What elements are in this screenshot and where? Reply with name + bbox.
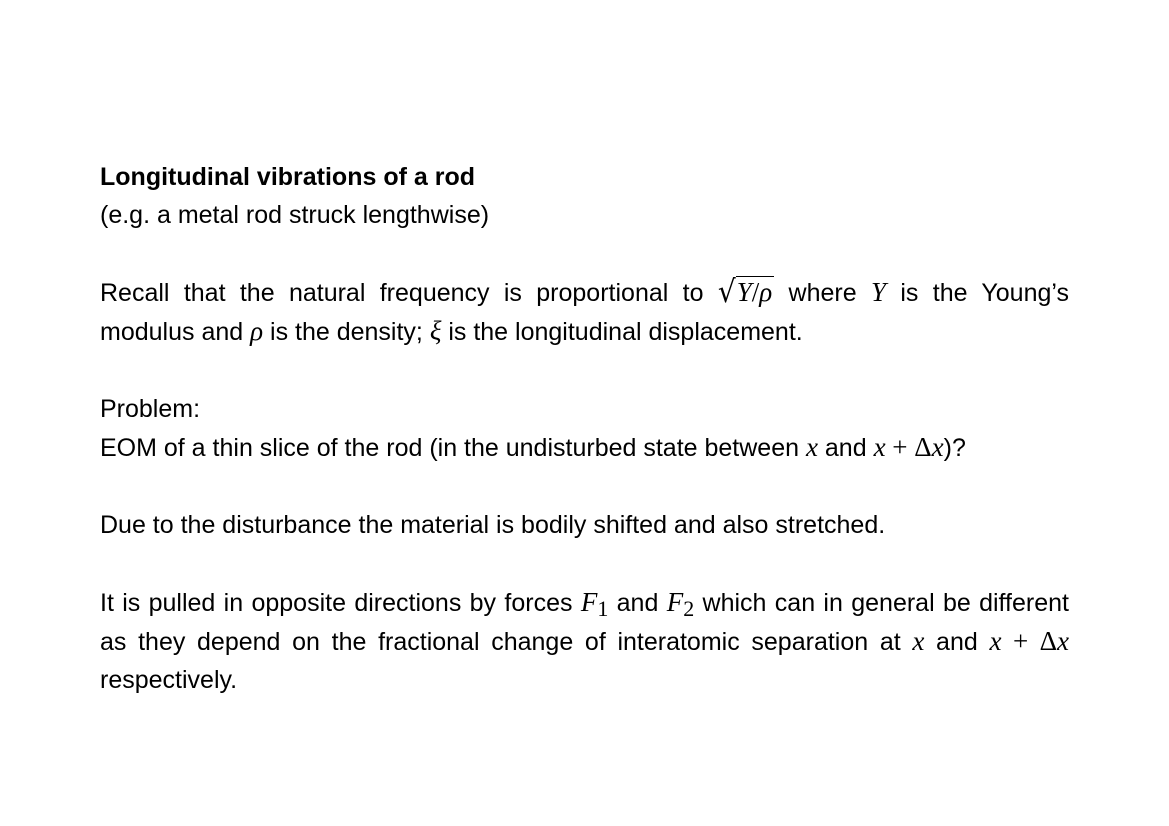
symbol-rho: ρ xyxy=(250,316,264,346)
problem-label: Problem: xyxy=(100,395,201,423)
recall-text-2: where xyxy=(774,279,871,307)
recall-text-4: is the density; xyxy=(263,318,430,346)
forces-text-1: It is pulled in opposite directions by forces xyxy=(100,589,581,617)
sqrt-radicand xyxy=(736,276,775,308)
symbol-x: x xyxy=(912,626,925,656)
recall-text-5: is the longitudinal displacement. xyxy=(441,318,803,346)
symbol-F: F xyxy=(666,587,684,617)
subscript-2: 2 xyxy=(683,596,695,621)
problem-statement xyxy=(100,428,1069,467)
spacer xyxy=(100,467,1069,506)
problem-text-2: and xyxy=(817,434,874,462)
forces-paragraph xyxy=(100,583,1069,699)
forces-text-2: and xyxy=(608,589,667,617)
forces-text-4: and xyxy=(924,628,990,656)
symbol-Y: Y xyxy=(736,277,752,307)
slide-content xyxy=(100,158,1069,699)
symbol-x: x xyxy=(873,432,886,462)
symbol-F: F xyxy=(580,587,598,617)
symbol-x: x xyxy=(1057,626,1070,656)
plus-delta: + Δ xyxy=(1001,626,1058,656)
recall-text-3: is the Young’s modulus and xyxy=(100,279,1070,346)
symbol-rho: ρ xyxy=(759,277,773,307)
sqrt-sign-icon: √ xyxy=(717,273,736,310)
problem-text-3: )? xyxy=(943,434,966,462)
slide-subtitle: (e.g. a metal rod struck lengthwise) xyxy=(100,201,490,229)
spacer xyxy=(100,234,1069,273)
subscript-1: 1 xyxy=(597,596,609,621)
spacer xyxy=(100,544,1069,583)
symbol-Y: Y xyxy=(870,277,887,307)
symbol-x: x xyxy=(931,432,944,462)
plus-delta: + Δ xyxy=(885,432,932,462)
symbol-x: x xyxy=(805,432,818,462)
slide-title: Longitudinal vibrations of a rod xyxy=(100,163,475,191)
symbol-xi: ξ xyxy=(429,316,442,346)
symbol-x: x xyxy=(989,626,1002,656)
forces-text-5: respectively. xyxy=(100,666,238,694)
disturbance-statement: Due to the disturbance the material is bodily shifted and also stretched. xyxy=(100,511,886,539)
forces-text-3: which can in general be different as they depend on the fractional change of interatomic separation at xyxy=(100,589,1069,656)
sqrt-expression xyxy=(718,273,774,312)
problem-text-1: EOM of a thin slice of the rod (in the undisturbed state between xyxy=(100,434,806,462)
spacer xyxy=(100,351,1069,390)
recall-text-1: Recall that the natural frequency is proportional to xyxy=(100,279,718,307)
recall-paragraph xyxy=(100,273,1069,351)
slash: / xyxy=(751,277,760,307)
